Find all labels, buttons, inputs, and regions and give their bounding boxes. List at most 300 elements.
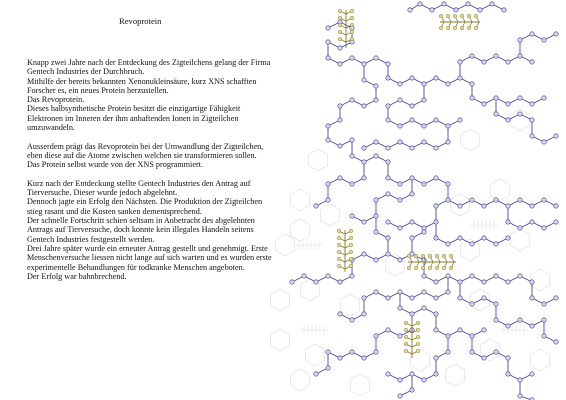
sidechain-atom bbox=[407, 254, 411, 258]
sidechain-atom bbox=[337, 257, 341, 261]
molecule-atom bbox=[326, 274, 330, 278]
molecule-atom bbox=[506, 102, 510, 106]
sidechain-atom bbox=[414, 266, 418, 270]
molecule-atom bbox=[422, 290, 426, 294]
molecule-atom bbox=[506, 204, 510, 208]
molecule-bond bbox=[388, 200, 448, 228]
molecule-atom bbox=[490, 2, 494, 6]
molecule-atom bbox=[338, 312, 342, 316]
sidechain-atom bbox=[338, 9, 342, 13]
molecule-atom bbox=[326, 198, 330, 202]
molecule-atom bbox=[470, 274, 474, 278]
sidechain-atom bbox=[474, 26, 478, 30]
molecule-atom bbox=[422, 274, 426, 278]
molecule-atom bbox=[410, 176, 414, 180]
molecule-atom bbox=[554, 340, 558, 344]
ghost-hexagon bbox=[491, 179, 510, 201]
sidechain-atom bbox=[350, 16, 354, 20]
molecule-network-icon bbox=[255, 0, 566, 400]
molecule-atom bbox=[554, 134, 558, 138]
sidechain-atom bbox=[349, 236, 353, 240]
molecule-atom bbox=[518, 112, 522, 116]
molecule-atom bbox=[350, 56, 354, 60]
sidechain-atom bbox=[337, 264, 341, 268]
sidechain-atom bbox=[421, 266, 425, 270]
molecule-atom bbox=[362, 296, 366, 300]
molecule-atom bbox=[398, 394, 402, 398]
molecule-atom bbox=[350, 138, 354, 142]
molecule-atom bbox=[482, 102, 486, 106]
molecule-atom bbox=[374, 350, 378, 354]
sidechain-atom bbox=[442, 266, 446, 270]
molecule-atom bbox=[430, 8, 434, 12]
molecule-atom bbox=[314, 204, 318, 208]
molecule-atom bbox=[374, 230, 378, 234]
molecule-atom bbox=[446, 82, 450, 86]
text-line: experimentelle Behandlungen für todkranke Menschen angeboten. bbox=[27, 262, 245, 272]
molecule-atom bbox=[554, 204, 558, 208]
molecule-atom bbox=[422, 378, 426, 382]
molecule-atom bbox=[410, 312, 414, 316]
sidechain-atom bbox=[474, 14, 478, 18]
molecule-atom bbox=[506, 324, 510, 328]
molecule-atom bbox=[502, 8, 506, 12]
molecule-atom bbox=[434, 146, 438, 150]
sidechain-atom bbox=[460, 26, 464, 30]
molecule-atom bbox=[418, 2, 422, 6]
molecule-bond bbox=[412, 232, 424, 254]
molecule-atom bbox=[362, 252, 366, 256]
ghost-hexagon bbox=[351, 374, 370, 396]
molecule-atom bbox=[314, 280, 318, 284]
molecule-atom bbox=[434, 328, 438, 332]
molecule-atom bbox=[434, 236, 438, 240]
molecule-atom bbox=[494, 242, 498, 246]
molecule-atom bbox=[542, 38, 546, 42]
molecule-atom bbox=[470, 302, 474, 306]
sidechain-atom bbox=[453, 14, 457, 18]
sidechain-atom bbox=[338, 30, 342, 34]
molecule-atom bbox=[530, 296, 534, 300]
sidechain-atom bbox=[404, 335, 408, 339]
sidechain-atom bbox=[449, 266, 453, 270]
molecule-atom bbox=[494, 112, 498, 116]
paragraph-3 bbox=[27, 179, 289, 281]
molecule-atom bbox=[470, 82, 474, 86]
molecule-atom bbox=[386, 236, 390, 240]
molecule-atom bbox=[362, 312, 366, 316]
molecule-atom bbox=[434, 220, 438, 224]
molecule-atom bbox=[434, 280, 438, 284]
sidechain-atom bbox=[416, 349, 420, 353]
molecule-atom bbox=[338, 280, 342, 284]
sidechain-atom bbox=[407, 266, 411, 270]
molecule-atom bbox=[530, 60, 534, 64]
molecule-atom bbox=[518, 96, 522, 100]
molecule-atom bbox=[530, 32, 534, 36]
molecule-atom bbox=[518, 394, 522, 398]
sidechain-atom bbox=[338, 16, 342, 20]
text-line: Ausserdem prägt das Revoprotein bei der Umwandlung der Zigteilchen, bbox=[27, 141, 264, 151]
molecule-atom bbox=[446, 350, 450, 354]
molecule-atom bbox=[386, 176, 390, 180]
molecule-atom bbox=[482, 236, 486, 240]
molecule-atom bbox=[410, 118, 414, 122]
sidechain-atom bbox=[337, 243, 341, 247]
sidechain-atom bbox=[349, 264, 353, 268]
molecule-atom bbox=[350, 350, 354, 354]
molecule-atom bbox=[374, 56, 378, 60]
molecule-atom bbox=[518, 198, 522, 202]
molecule-atom bbox=[374, 154, 378, 158]
molecule-bond bbox=[508, 206, 556, 228]
molecule-atom bbox=[530, 324, 534, 328]
molecule-atom bbox=[386, 192, 390, 196]
ghost-hexagon bbox=[321, 204, 340, 226]
molecule-atom bbox=[398, 306, 402, 310]
sidechain-atom bbox=[446, 14, 450, 18]
molecule-atom bbox=[398, 98, 402, 102]
molecule-atom bbox=[554, 220, 558, 224]
molecule-atom bbox=[386, 296, 390, 300]
molecule-atom bbox=[446, 182, 450, 186]
molecule-atom bbox=[410, 236, 414, 240]
molecule-atom bbox=[530, 280, 534, 284]
ghost-hexagon bbox=[271, 289, 290, 311]
molecule-atom bbox=[326, 350, 330, 354]
molecule-atom bbox=[422, 98, 426, 102]
molecule-atom bbox=[374, 140, 378, 144]
molecule-atom bbox=[530, 118, 534, 122]
molecule-atom bbox=[386, 372, 390, 376]
molecule-atom bbox=[442, 2, 446, 6]
molecule-atom bbox=[530, 134, 534, 138]
molecule-atom bbox=[434, 76, 438, 80]
molecule-atom bbox=[506, 236, 510, 240]
molecule-atom bbox=[386, 76, 390, 80]
molecule-atom bbox=[374, 84, 378, 88]
molecule-atom bbox=[386, 252, 390, 256]
molecule-atom bbox=[338, 46, 342, 50]
molecule-atom bbox=[470, 334, 474, 338]
molecule-atom bbox=[434, 204, 438, 208]
sidechain-atom bbox=[337, 250, 341, 254]
molecule-atom bbox=[506, 356, 510, 360]
molecule-atom bbox=[350, 274, 354, 278]
molecule-atom bbox=[494, 198, 498, 202]
molecule-atom bbox=[542, 96, 546, 100]
sidechain-atom bbox=[416, 335, 420, 339]
molecule-atom bbox=[446, 242, 450, 246]
molecule-atom bbox=[422, 230, 426, 234]
molecule-atom bbox=[482, 60, 486, 64]
ghost-hexagon bbox=[306, 344, 325, 366]
molecule-atom bbox=[410, 192, 414, 196]
molecule-atom bbox=[386, 118, 390, 122]
ghost-hexagon bbox=[461, 239, 480, 261]
sidechain-atom bbox=[449, 254, 453, 258]
sidechain-atom bbox=[414, 254, 418, 258]
molecule-atom bbox=[398, 258, 402, 262]
ghost-hexagon bbox=[531, 349, 550, 371]
molecule-atom bbox=[398, 334, 402, 338]
sidechain-atom bbox=[404, 349, 408, 353]
molecule-atom bbox=[326, 366, 330, 370]
molecule-atom bbox=[338, 104, 342, 108]
molecule-atom bbox=[482, 296, 486, 300]
text-line: Antrags auf Tierversuche, doch konnte kein illegales Handeln seitens bbox=[27, 225, 254, 235]
text-line: Mithilfe der bereits bekannten Xenonukleinsäure, kurz XNS schafften bbox=[27, 76, 257, 86]
molecule-atom bbox=[386, 62, 390, 66]
molecule-atom bbox=[314, 372, 318, 376]
molecule-atom bbox=[326, 56, 330, 60]
molecule-atom bbox=[494, 302, 498, 306]
molecule-atom bbox=[506, 372, 510, 376]
text-line: Das Revoprotein. bbox=[27, 95, 85, 105]
page-title: Revoprotein bbox=[119, 16, 162, 26]
sidechain-atom bbox=[404, 342, 408, 346]
molecule-atom bbox=[362, 356, 366, 360]
molecule-atom bbox=[326, 40, 330, 44]
molecule-atom bbox=[506, 280, 510, 284]
molecule-atom bbox=[434, 356, 438, 360]
sidechain-atom bbox=[460, 14, 464, 18]
text-line: Der Erfolg war bahnbrechend. bbox=[27, 271, 127, 281]
sidechain-atom bbox=[350, 23, 354, 27]
molecule-atom bbox=[458, 60, 462, 64]
molecule-atom bbox=[398, 226, 402, 230]
molecule-atom bbox=[410, 372, 414, 376]
molecule-atom bbox=[374, 214, 378, 218]
sidechain-atom bbox=[338, 37, 342, 41]
molecule-atom bbox=[494, 350, 498, 354]
molecule-atom bbox=[362, 78, 366, 82]
molecule-atom bbox=[542, 198, 546, 202]
molecule-atom bbox=[398, 82, 402, 86]
sidechain-atom bbox=[350, 37, 354, 41]
molecule-atom bbox=[386, 160, 390, 164]
molecule-atom bbox=[422, 124, 426, 128]
molecule-atom bbox=[506, 118, 510, 122]
sidechain-atom bbox=[467, 26, 471, 30]
text-line: Gentech Industries festgestellt werden. bbox=[27, 234, 155, 244]
text-line: Elektronen im Inneren der ihm anhaftenden Ionen in Zigteilchen bbox=[27, 113, 239, 123]
molecule-atom bbox=[290, 280, 294, 284]
molecule-bond bbox=[520, 34, 556, 56]
molecule-atom bbox=[374, 334, 378, 338]
molecule-atom bbox=[554, 296, 558, 300]
sidechain-atom bbox=[337, 229, 341, 233]
molecule-atom bbox=[374, 290, 378, 294]
sidechain-atom bbox=[338, 23, 342, 27]
molecule-atom bbox=[446, 274, 450, 278]
text-line: stieg rasant und die Kosten sanken dementsprechend. bbox=[27, 206, 202, 216]
molecule-atom bbox=[482, 356, 486, 360]
paragraph-2 bbox=[27, 142, 289, 170]
text-line: Dieses halbsynthetische Protein besitzt die einzigartige Fähigkeit bbox=[27, 104, 241, 114]
molecule-chain bbox=[290, 2, 558, 400]
text-line: Das Protein selbst wurde von der XNS programmiert. bbox=[27, 160, 203, 170]
ghost-hexagon bbox=[271, 329, 290, 351]
ghost-hexagon bbox=[291, 219, 310, 241]
molecule-atom bbox=[482, 328, 486, 332]
molecule-atom bbox=[446, 198, 450, 202]
molecule-atom bbox=[446, 290, 450, 294]
molecule-bond bbox=[316, 352, 328, 374]
sidechain-atom bbox=[439, 26, 443, 30]
sidechain-atom bbox=[453, 26, 457, 30]
molecule-atom bbox=[530, 102, 534, 106]
text-line: Drei Jahre später wurde ein erneuter Antrag gestellt und genehmigt. Erste bbox=[27, 243, 268, 253]
molecule-atom bbox=[398, 140, 402, 144]
molecule-atom bbox=[326, 182, 330, 186]
molecule-atom bbox=[408, 8, 412, 12]
molecule-atom bbox=[338, 176, 342, 180]
molecule-atom bbox=[518, 378, 522, 382]
molecule-atom bbox=[458, 328, 462, 332]
molecule-atom bbox=[466, 2, 470, 6]
molecule-bond bbox=[328, 22, 424, 84]
molecule-atom bbox=[410, 146, 414, 150]
molecule-atom bbox=[350, 182, 354, 186]
molecule-atom bbox=[386, 146, 390, 150]
molecule-atom bbox=[422, 82, 426, 86]
body-text bbox=[27, 58, 289, 290]
molecule-atom bbox=[398, 124, 402, 128]
molecule-atom bbox=[398, 378, 402, 382]
molecule-bond bbox=[364, 126, 448, 148]
molecule-atom bbox=[518, 226, 522, 230]
sidechain-atom bbox=[416, 342, 420, 346]
molecule-atom bbox=[542, 302, 546, 306]
ghost-hexagon bbox=[341, 294, 360, 316]
molecule-atom bbox=[482, 280, 486, 284]
molecule-atom bbox=[458, 296, 462, 300]
text-line: Forscher es, ein neues Protein herzustellen. bbox=[27, 85, 169, 95]
sidechain-atom bbox=[349, 229, 353, 233]
text-line: umzuwandeln. bbox=[27, 123, 75, 133]
molecule-bond bbox=[328, 64, 376, 146]
sidechain-atom bbox=[350, 9, 354, 13]
molecule-atom bbox=[350, 214, 354, 218]
ghost-hexagon bbox=[511, 229, 530, 251]
molecule-atom bbox=[446, 140, 450, 144]
molecule-bond bbox=[544, 320, 556, 342]
molecule-atom bbox=[506, 220, 510, 224]
molecule-atom bbox=[350, 318, 354, 322]
molecule-atom bbox=[530, 372, 534, 376]
sidechain-atom bbox=[349, 257, 353, 261]
molecule-atom bbox=[386, 104, 390, 108]
molecule-atom bbox=[478, 8, 482, 12]
molecule-atom bbox=[422, 182, 426, 186]
sidechain-atom bbox=[404, 328, 408, 332]
molecule-atom bbox=[338, 62, 342, 66]
molecule-atom bbox=[362, 62, 366, 66]
molecule-atom bbox=[434, 176, 438, 180]
sidechain-atom bbox=[416, 321, 420, 325]
molecule-atom bbox=[362, 176, 366, 180]
molecule-atom bbox=[518, 54, 522, 58]
molecule-atom bbox=[542, 318, 546, 322]
molecule-atom bbox=[446, 334, 450, 338]
ghost-hexagon bbox=[446, 364, 465, 386]
molecule-atom bbox=[458, 76, 462, 80]
molecule-atom bbox=[338, 144, 342, 148]
sidechain-atom bbox=[446, 26, 450, 30]
molecule-atom bbox=[410, 296, 414, 300]
molecule-atom bbox=[398, 182, 402, 186]
paragraph-1 bbox=[27, 58, 289, 132]
text-line: Gentech Industries der Durchbruch. bbox=[27, 67, 145, 77]
molecule-atom bbox=[530, 204, 534, 208]
molecule-atom bbox=[494, 274, 498, 278]
molecule-bond bbox=[316, 162, 364, 206]
ghost-hexagon bbox=[291, 369, 310, 391]
molecule-atom bbox=[494, 318, 498, 322]
molecule-atom bbox=[410, 220, 414, 224]
ghost-hexagon bbox=[291, 189, 310, 211]
ghost-hexagon bbox=[411, 349, 430, 371]
molecule-bond bbox=[352, 178, 412, 222]
molecule-atom bbox=[410, 76, 414, 80]
text-line: Tierversuche. Dieser wurde jedoch abgelehnt. bbox=[27, 188, 178, 198]
molecule-atom bbox=[470, 96, 474, 100]
molecule-atom bbox=[506, 60, 510, 64]
molecule-atom bbox=[542, 226, 546, 230]
molecule-atom bbox=[518, 274, 522, 278]
molecule-atom bbox=[458, 236, 462, 240]
molecule-atom bbox=[518, 318, 522, 322]
sidechain-atom bbox=[337, 236, 341, 240]
molecule-atom bbox=[518, 38, 522, 42]
molecule-atom bbox=[470, 350, 474, 354]
sidechain-atom bbox=[349, 250, 353, 254]
molecule-atom bbox=[386, 328, 390, 332]
molecule-atom bbox=[542, 334, 546, 338]
molecule-bond bbox=[424, 78, 544, 104]
molecule-atom bbox=[338, 118, 342, 122]
molecule-atom bbox=[362, 220, 366, 224]
molecule-atom bbox=[410, 388, 414, 392]
molecule-atom bbox=[350, 154, 354, 158]
sidechain-atom bbox=[435, 266, 439, 270]
molecule-atom bbox=[470, 242, 474, 246]
text-line: Knapp zwei Jahre nach der Entdeckung des Zigteilchens gelang der Firma bbox=[27, 58, 271, 67]
molecule-atom bbox=[454, 8, 458, 12]
molecule-atom bbox=[434, 312, 438, 316]
molecule-bond bbox=[496, 98, 556, 142]
molecule-atom bbox=[410, 104, 414, 108]
molecule-atom bbox=[470, 198, 474, 202]
molecule-atom bbox=[362, 104, 366, 108]
sidechain-atom bbox=[442, 254, 446, 258]
molecule-atom bbox=[362, 160, 366, 164]
ghost-hexagon bbox=[461, 129, 480, 151]
text-line: Dennoch jagte ein Erfolg den Nächsten. Die Produktion der Zigteilchen bbox=[27, 197, 263, 207]
molecule-atom bbox=[326, 124, 330, 128]
molecule-atom bbox=[482, 204, 486, 208]
text-line: Kurz nach der Entdeckung stellte Gentech Industries den Antrag auf bbox=[27, 178, 251, 188]
molecule-atom bbox=[302, 274, 306, 278]
molecule-bond bbox=[472, 336, 532, 380]
molecule-atom bbox=[326, 26, 330, 30]
molecule-atom bbox=[398, 290, 402, 294]
molecule-atom bbox=[362, 146, 366, 150]
molecule-atom bbox=[434, 372, 438, 376]
sidechain-atom bbox=[421, 254, 425, 258]
ghost-hexagon bbox=[309, 149, 328, 171]
